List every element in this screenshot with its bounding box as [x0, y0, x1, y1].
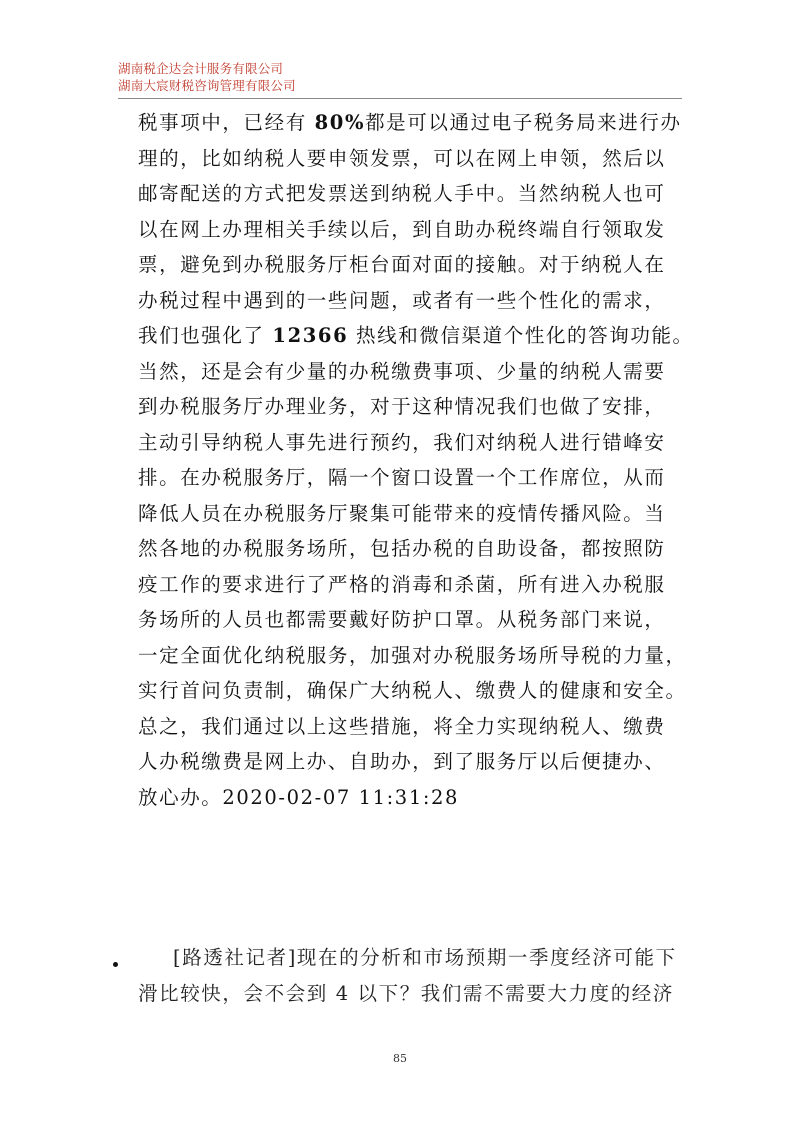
body-text-segment: 一定全面优化纳税服务，加强对办税服务场所导税的力量，	[138, 643, 687, 667]
body-line	[138, 354, 698, 390]
body-text-segment: 邮寄配送的方式把发票送到纳税人手中。当然纳税人也可	[138, 182, 666, 205]
body-line	[138, 141, 698, 177]
body-line	[138, 105, 698, 141]
page-number: 85	[393, 1052, 407, 1065]
body-text-segment: 我们也强化了	[138, 324, 273, 347]
body-line	[138, 638, 698, 674]
body-text-segment: 排。在办税服务厅，隔一个窗口设置一个工作席位，从而	[138, 466, 666, 489]
document-header	[118, 60, 296, 94]
body-line	[138, 780, 698, 816]
body-line	[138, 176, 698, 212]
body-text-segment: 疫工作的要求进行了严格的消毒和杀菌，所有进入办税服	[138, 572, 666, 596]
body-line	[138, 744, 698, 780]
company-name-2: 湖南大宸财税咨询管理有限公司	[118, 78, 296, 93]
body-line	[138, 389, 698, 425]
body-text-segment: 务场所的人员也都需要戴好防护口罩。从税务部门来说，	[138, 608, 666, 631]
body-text-segment: 热线和微信渠道个性化的答询功能。	[348, 324, 694, 347]
body-line	[138, 460, 698, 496]
body-text-segment: 放心办。2020-02-07 11:31:28	[138, 785, 460, 809]
body-line	[138, 567, 698, 603]
body-line	[138, 602, 698, 638]
body-text-segment: 票，避免到办税服务厅柜台面对面的接触。对于纳税人在	[138, 253, 666, 276]
body-number: 12366	[272, 324, 349, 347]
body-line	[138, 673, 698, 709]
body-text-segment: 税事项中，已经有	[138, 111, 315, 134]
body-text-segment: 人办税缴费是网上办、自助办，到了服务厅以后便捷办、	[138, 750, 666, 773]
body-text-segment: 都是可以通过电子税务局来进行办	[365, 111, 682, 134]
body-text-segment: 实行首问负责制，确保广大纳税人、缴费人的健康和安全。	[138, 679, 687, 702]
body-line	[138, 283, 698, 319]
header-divider	[118, 98, 682, 99]
body-text-segment: 降低人员在办税服务厅聚集可能带来的疫情传播风险。当	[138, 501, 666, 525]
body-number: 80%	[314, 111, 366, 134]
body-line	[138, 212, 698, 248]
body-line	[138, 318, 698, 354]
bullet-icon	[113, 962, 118, 967]
question-line-1: [路透社记者]现在的分析和市场预期一季度经济可能下	[173, 946, 677, 969]
body-text-segment: 理的，比如纳税人要申领发票，可以在网上申领，然后以	[138, 146, 666, 170]
company-name-1: 湖南税企达会计服务有限公司	[118, 61, 284, 76]
question-line-2: 滑比较快，会不会到 4 以下？我们需不需要大力度的经济	[138, 982, 675, 1005]
body-line	[138, 496, 698, 532]
body-text-segment: 主动引导纳税人事先进行预约，我们对纳税人进行错峰安	[138, 430, 666, 454]
body-text-segment: 到办税服务厅办理业务，对于这种情况我们也做了安排，	[138, 395, 666, 418]
body-line	[138, 425, 698, 461]
body-line	[138, 531, 698, 567]
body-text-segment: 然各地的办税服务场所，包括办税的自助设备，都按照防	[138, 537, 666, 560]
body-text-segment: 总之，我们通过以上这些措施，将全力实现纳税人、缴费	[138, 714, 666, 738]
body-text-segment: 以在网上办理相关手续以后，到自助办税终端自行领取发	[138, 217, 666, 241]
body-line	[138, 247, 698, 283]
body-text-segment: 当然，还是会有少量的办税缴费事项、少量的纳税人需要	[138, 359, 666, 383]
body-line	[138, 709, 698, 745]
answer-paragraph	[138, 105, 698, 815]
body-text-segment: 办税过程中遇到的一些问题，或者有一些个性化的需求，	[138, 288, 666, 312]
